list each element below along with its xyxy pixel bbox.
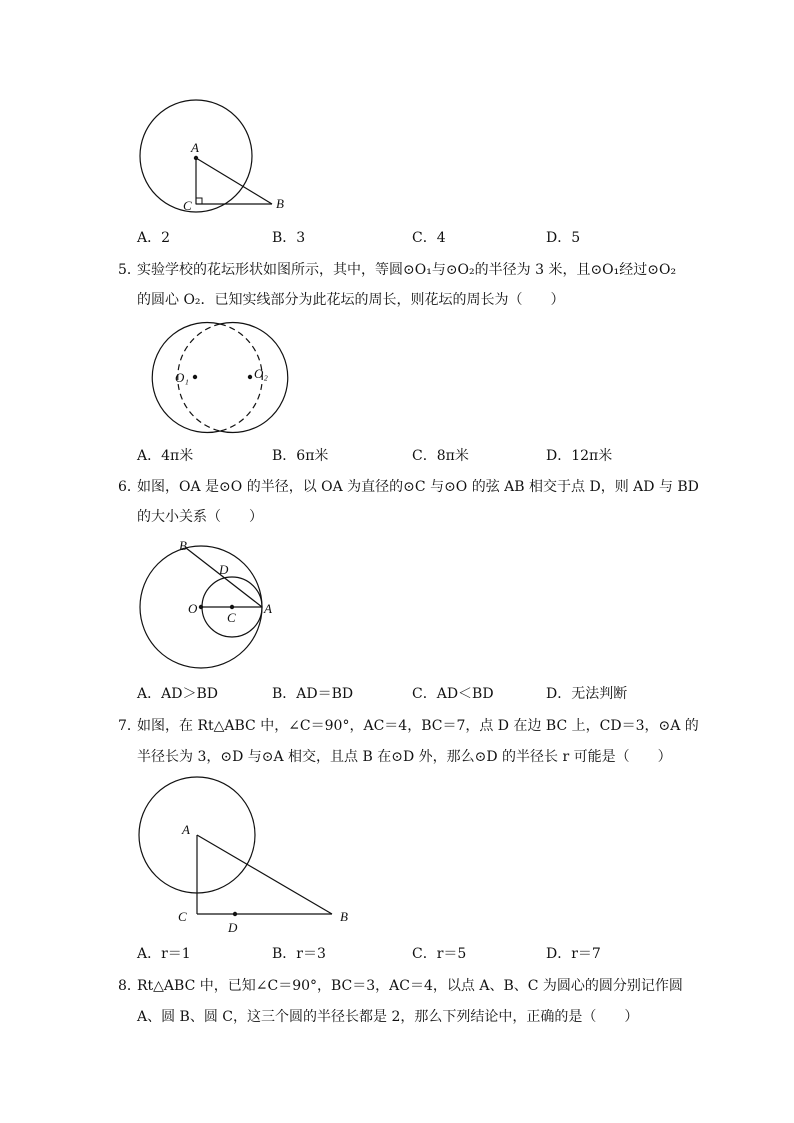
q5-number: 5． [118,262,141,278]
q7-label-b: B [340,909,348,924]
q6-chord-ab [186,548,262,607]
q8-text-line1: Rt△ABC 中，已知∠C＝90°，BC＝3，AC＝4，以点 A、B、C 为圆心的圆分别记作圆 [137,978,683,994]
q4-figure [130,94,300,224]
q6-text-line1: 如图，OA 是⊙O 的半径，以 OA 为直径的⊙C 与⊙O 的弦 AB 相交于点 D，则 AD 与 BD [137,479,699,495]
q4-right-angle-mark [196,198,202,204]
q4-option-b: B．3 [272,230,306,246]
q7-label-a: A [182,822,190,837]
q5-label-o2: O₂ [254,366,268,381]
q7-option-c: C．r＝5 [412,946,467,962]
q4-option-c: C．4 [412,230,446,246]
q6-label-a: A [264,601,272,616]
q5-text-line1: 实验学校的花坛形状如图所示，其中，等圆⊙O₁与⊙O₂的半径为 3 米，且⊙O₁经过⊙O₂ [137,262,677,278]
q6-option-d: D．无法判断 [546,686,628,702]
q4-label-b: B [276,196,284,211]
q7-option-a: A．r＝1 [137,946,191,962]
q7-label-c: C [178,909,187,924]
q5-point-o2 [248,375,252,379]
q6-figure [130,536,290,676]
q5-option-c: C．8π米 [412,448,469,464]
q6-option-c: C．AD＜BD [412,686,494,702]
q6-option-a: A．AD＞BD [137,686,218,702]
q5-option-d: D．12π米 [546,448,613,464]
q7-number: 7． [118,718,141,734]
q7-label-d: D [228,920,238,935]
q5-point-o1 [193,375,197,379]
q4-option-a: A．2 [137,230,171,246]
q7-option-b: B．r＝3 [272,946,326,962]
q6-number: 6． [118,479,141,495]
q5-option-b: B．6π米 [272,448,329,464]
q4-label-a: A [191,140,199,155]
q7-figure [130,772,360,938]
q7-option-d: D．r＝7 [546,946,601,962]
q4-option-d: D．5 [546,230,581,246]
q8-text-line2: A、圆 B、圆 C，这三个圆的半径长都是 2，那么下列结论中，正确的是（ ） [137,1009,639,1025]
q7-text-line1: 如图，在 Rt△ABC 中，∠C＝90°，AC＝4，BC＝7，点 D 在边 BC 上，CD＝3，⊙A 的 [137,718,699,734]
q5-figure [130,314,320,444]
q6-label-c: C [227,610,236,625]
q5-label-o1: O₁ [175,370,189,385]
q6-point-c [230,605,234,609]
q5-option-a: A．4π米 [137,448,194,464]
q4-label-c: C [183,198,192,213]
q7-segment-ab [197,835,332,914]
q7-point-d [233,912,237,916]
q4-point-a [194,156,198,160]
q6-label-d: D [219,562,229,577]
q6-label-o: O [188,601,198,616]
q6-point-o [199,605,203,609]
q6-option-b: B．AD＝BD [272,686,354,702]
q6-text-line2: 的大小关系（ ） [137,509,263,525]
q6-label-b: B [179,538,187,553]
q7-text-line2: 半径长为 3，⊙D 与⊙A 相交，且点 B 在⊙D 外，那么⊙D 的半径长 r 可能是（ ） [137,749,672,765]
q8-number: 8． [118,978,141,994]
q5-text-line2: 的圆心 O₂．已知实线部分为此花坛的周长，则花坛的周长为（ ） [137,292,565,308]
